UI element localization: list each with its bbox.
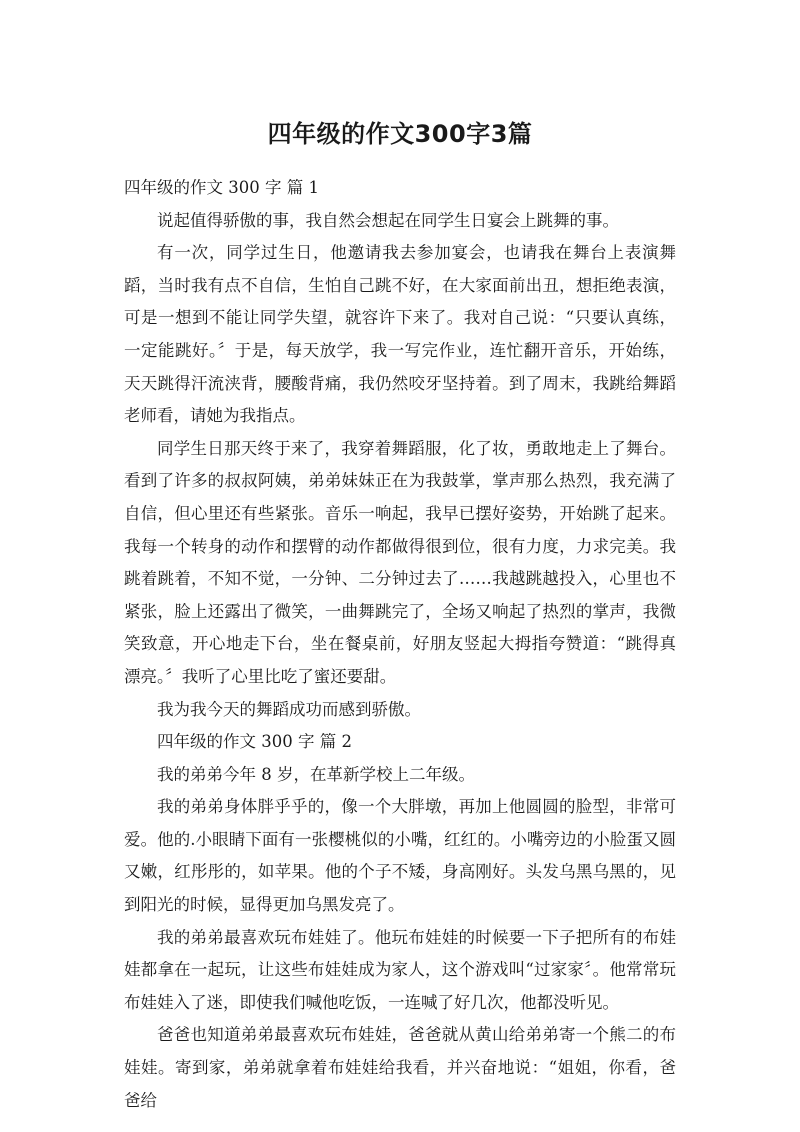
body-paragraph: 爸爸也知道弟弟最喜欢玩布娃娃，爸爸就从黄山给弟弟寄一个熊二的布娃娃。寄到家，弟弟就拿着布娃娃给我看，并兴奋地说：“姐姐，你看，爸爸给 — [124, 1025, 676, 1110]
section-heading: 四年级的作文 300 字 篇 2 — [157, 732, 352, 752]
body-paragraph: 我的弟弟最喜欢玩布娃娃了。他玩布娃娃的时候要一下子把所有的布娃娃都拿在一起玩，让这些布娃娃成为家人，这个游戏叫“过家家〞。他常常玩布娃娃入了迷，即使我们喊他吃饭，一连喊了好几次，他都没听见。 — [124, 927, 676, 1012]
section-heading: 四年级的作文 300 字 篇 1 — [124, 178, 319, 197]
body-paragraph: 有一次，同学过生日，他邀请我去参加宴会，也请我在舞台上表演舞蹈，当时我有点不自信，生怕自己跳不好，在大家面前出丑，想拒绝表演，可是一想到不能让同学失望，就容许下来了。我对自己说：“只要认真练，一定能跳好。〞于是，每天放学，我一写完作业，连忙翻开音乐，开始练，天天跳得汗流浃背，腰酸背痛，我仍然咬牙坚持着。到了周末，我跳给舞蹈老师看，请她为我指点。 — [124, 243, 676, 426]
document-title: 四年级的作文300字3篇 — [267, 120, 533, 148]
body-paragraph: 我为我今天的舞蹈成功而感到骄傲。 — [157, 699, 421, 719]
body-paragraph: 我的弟弟身体胖乎乎的，像一个大胖墩，再加上他圆圆的脸型，非常可爱。他的.小眼睛下面有一张樱桃似的小嘴，红红的。小嘴旁边的小脸蛋又圆又嫩，红彤彤的，如苹果。他的个子不矮，身高刚好。头发乌黑乌黑的，见到阳光的时候，显得更加乌黑发亮了。 — [124, 797, 676, 915]
body-paragraph: 说起值得骄傲的事，我自然会想起在同学生日宴会上跳舞的事。 — [157, 210, 619, 230]
body-paragraph: 同学生日那天终于来了，我穿着舞蹈服，化了妆，勇敢地走上了舞台。看到了许多的叔叔阿姨，弟弟妹妹正在为我鼓掌，掌声那么热烈，我充满了自信，但心里还有些紧张。音乐一响起，我早已摆好姿势，开始跳了起来。我每一个转身的动作和摆臂的动作都做得很到位，很有力度，力求完美。我跳着跳着，不知不觉，一分钟、二分钟过去了……我越跳越投入，心里也不紧张，脸上还露出了微笑，一曲舞跳完了，全场又响起了热烈的掌声，我微笑致意，开心地走下台，坐在餐桌前，好朋友竖起大拇指夸赞道：“跳得真漂亮。〞我听了心里比吃了蜜还要甜。 — [124, 438, 676, 686]
body-paragraph: 我的弟弟今年 8 岁，在革新学校上二年级。 — [157, 764, 475, 784]
document-body — [124, 172, 676, 1117]
